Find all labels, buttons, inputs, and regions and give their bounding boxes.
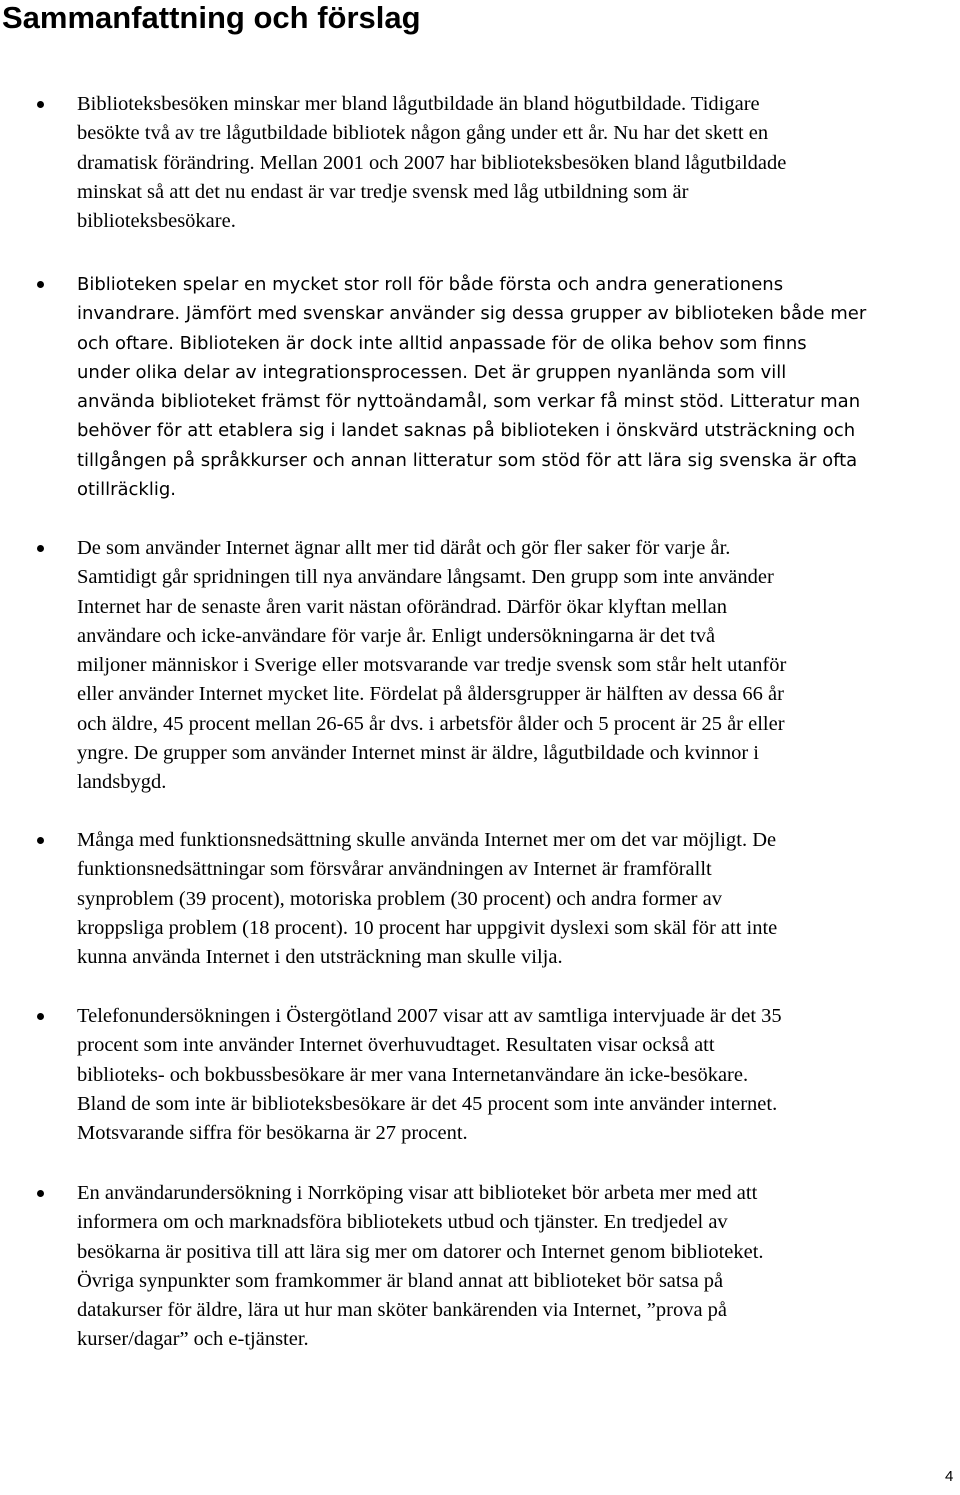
text-line: tillgången på språkkurser och annan litteratur som stöd för att lära sig svenska är ofta bbox=[77, 449, 858, 471]
text-line: miljoner människor i Sverige eller motsvarande var tredje svensk som står helt utanför bbox=[77, 654, 787, 677]
text-line: otillräcklig. bbox=[77, 479, 176, 501]
text-line: och oftare. Biblioteken är dock inte alltid anpassade för de olika behov som finns bbox=[77, 332, 807, 354]
text-line: Biblioteksbesöken minskar mer bland lågutbildade än bland högutbildade. Tidigare bbox=[77, 93, 760, 115]
text-line: Bland de som inte är biblioteksbesökare är det 45 procent som inte använder internet. bbox=[77, 1092, 778, 1115]
bullet-text bbox=[77, 826, 777, 972]
text-line: datakurser för äldre, lära ut hur man sköter bankärenden via Internet, ”prova på bbox=[77, 1299, 728, 1322]
text-line: besökte två av tre lågutbildade bibliotek någon gång under ett år. Nu har det skett en bbox=[77, 122, 769, 145]
bullet-text bbox=[77, 270, 866, 504]
bullet-dot-icon bbox=[37, 1013, 44, 1020]
bullet-dot-icon bbox=[37, 545, 44, 552]
text-line: kroppsliga problem (18 procent). 10 procent har uppgivit dyslexi som skäl för att inte bbox=[77, 916, 778, 939]
bullet-text bbox=[77, 1179, 764, 1355]
bullet-dot-icon bbox=[37, 1190, 44, 1197]
text-line: användare och icke-användare för varje år. Enligt undersökningarna är det två bbox=[77, 624, 716, 647]
text-line: kurser/dagar” och e-tjänster. bbox=[77, 1328, 309, 1351]
text-line: och äldre, 45 procent mellan 26-65 år dvs. i arbetsför ålder och 5 procent är 25 år eller bbox=[77, 712, 785, 735]
bullet-dot-icon bbox=[37, 837, 44, 844]
bullet-dot-icon bbox=[37, 101, 44, 108]
text-line: Motsvarande siffra för besökarna är 27 procent. bbox=[77, 1122, 468, 1145]
text-line: funktionsnedsättningar som försvårar användningen av Internet är framförallt bbox=[77, 858, 712, 881]
text-line: invandrare. Jämfört med svenskar använder sig dessa grupper av biblioteken både mer bbox=[77, 303, 867, 325]
text-line: minskat så att det nu endast är var tredje svensk med låg utbildning som är bbox=[77, 180, 689, 203]
page-number: 4 bbox=[945, 1468, 954, 1485]
text-line: eller använder Internet mycket lite. Fördelat på åldersgrupper är hälften av dessa 66 år bbox=[77, 683, 784, 706]
text-line: Biblioteken spelar en mycket stor roll för både första och andra generationens bbox=[77, 274, 784, 295]
text-line: landsbygd. bbox=[77, 771, 167, 794]
bullet-text bbox=[77, 534, 786, 798]
text-line: behöver för att etablera sig i landet saknas på biblioteken i önskvärd utsträckning och bbox=[77, 420, 856, 442]
text-line: biblioteks- och bokbussbesökare är mer vana Internetanvändare än icke-besökare. bbox=[77, 1063, 749, 1086]
bullet-text bbox=[77, 90, 786, 236]
text-line: Många med funktionsnedsättning skulle använda Internet mer om det var möjligt. De bbox=[77, 829, 777, 851]
page-title: Sammanfattning och förslag bbox=[2, 0, 421, 35]
text-line: yngre. De grupper som använder Internet minst är äldre, lågutbildade och kvinnor i bbox=[77, 742, 759, 765]
text-line: kunna använda Internet i den utsträckning man skulle vilja. bbox=[77, 946, 563, 969]
text-line: Internet har de senaste åren varit nästan oförändrad. Därför ökar klyftan mellan bbox=[77, 595, 728, 618]
bullet-text bbox=[77, 1002, 782, 1148]
text-line: Telefonundersökningen i Östergötland 2007 visar att av samtliga intervjuade är det 35 bbox=[77, 1005, 782, 1027]
text-line: procent som inte använder Internet överhuvudtaget. Resultaten visar också att bbox=[77, 1034, 715, 1057]
text-line: under olika delar av integrationsprocessen. Det är gruppen nyanlända som vill bbox=[77, 361, 787, 383]
bullet-dot-icon bbox=[37, 281, 44, 288]
text-line: En användarundersökning i Norrköping visar att biblioteket bör arbeta mer med att bbox=[77, 1182, 758, 1204]
text-line: använda biblioteket främst för nyttoändamål, som verkar få minst stöd. Litteratur man bbox=[77, 391, 861, 413]
text-line: Övriga synpunkter som framkommer är bland annat att biblioteket bör satsa på bbox=[77, 1269, 724, 1292]
text-line: dramatisk förändring. Mellan 2001 och 2007 har biblioteksbesöken bland lågutbildade bbox=[77, 151, 787, 174]
text-line: synproblem (39 procent), motoriska problem (30 procent) och andra former av bbox=[77, 887, 722, 910]
text-line: besökarna är positiva till att lära sig mer om datorer och Internet genom biblioteket. bbox=[77, 1240, 764, 1263]
text-line: De som använder Internet ägnar allt mer tid däråt och gör fler saker för varje år. bbox=[77, 537, 731, 559]
text-line: biblioteksbesökare. bbox=[77, 210, 236, 233]
text-line: informera om och marknadsföra bibliotekets utbud och tjänster. En tredjedel av bbox=[77, 1211, 728, 1234]
text-line: Samtidigt går spridningen till nya användare långsamt. Den grupp som inte använder bbox=[77, 566, 774, 589]
